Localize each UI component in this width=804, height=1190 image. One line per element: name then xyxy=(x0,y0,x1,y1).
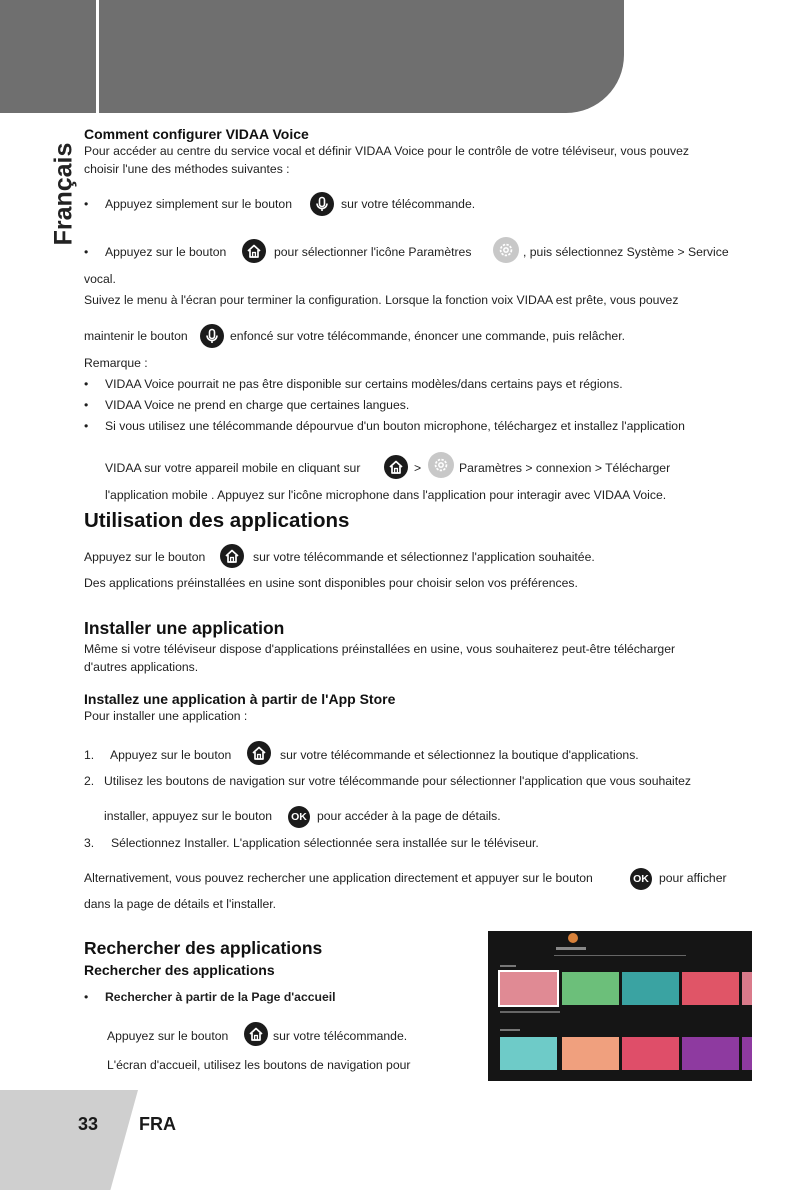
install-sub-intro: Pour installer une application : xyxy=(84,709,248,723)
apps-section-title: Utilisation des applications xyxy=(84,509,350,532)
vidaa-follow-line2-a: maintenir le bouton xyxy=(84,329,188,343)
step3-text: Sélectionnez Installer. L'application sélectionnée sera installée sur le téléviseur. xyxy=(111,836,539,850)
step1-text-a: Appuyez sur le bouton xyxy=(110,748,232,762)
apps-para2: Des applications préinstallées en usine sont disponibles pour choisir selon vos préférences. xyxy=(84,576,578,590)
settings-gear-icon xyxy=(493,237,519,263)
step2-text-b: installer, appuyez sur le bouton xyxy=(104,809,273,823)
header-block-left xyxy=(0,0,96,113)
step-number: 1. xyxy=(84,748,95,762)
home-icon xyxy=(384,455,408,479)
header-block-main xyxy=(99,0,624,113)
row-label-bar xyxy=(500,1011,560,1013)
vidaa-follow-line1: Suivez le menu à l'écran pour terminer la configuration. Lorsque la fonction voix VIDAA est prête, vous pouvez xyxy=(84,293,679,307)
language-side-label: Français xyxy=(49,142,78,246)
note-label: Remarque : xyxy=(84,356,148,370)
search-subsection-title: Rechercher des applications xyxy=(84,962,275,978)
step1-text-b: sur votre télécommande et sélectionnez la boutique d'applications. xyxy=(280,748,639,762)
ok-button-icon: OK xyxy=(288,806,310,828)
bullet-marker: • xyxy=(84,398,89,412)
app-tile xyxy=(742,972,752,1005)
note-item-3-line2-a: VIDAA sur votre appareil mobile en cliquant sur xyxy=(105,461,361,475)
app-tile xyxy=(500,972,557,1005)
step2-text-c: pour accéder à la page de détails. xyxy=(317,809,501,823)
search-para1-a: Appuyez sur le bouton xyxy=(107,1029,229,1043)
search-bullet: Rechercher à partir de la Page d'accueil xyxy=(105,990,336,1004)
home-icon xyxy=(242,239,266,263)
footer-page-tab xyxy=(0,1090,138,1190)
app-tile xyxy=(500,1037,557,1070)
app-tile xyxy=(682,1037,739,1070)
vidaa-bullet2-text-d: vocal. xyxy=(84,272,116,286)
bullet-marker: • xyxy=(84,990,89,1004)
search-section-title: Rechercher des applications xyxy=(84,938,323,958)
app-tile xyxy=(622,1037,679,1070)
install-para1: Même si votre téléviseur dispose d'applications préinstallées en usine, vous souhaiterez peut-être télécharger xyxy=(84,642,676,656)
note-item-1: VIDAA Voice pourrait ne pas être disponible sur certains modèles/dans certains pays et régions. xyxy=(105,377,623,391)
vidaa-bullet2-text-a: Appuyez sur le bouton xyxy=(105,245,227,259)
row-label-bar xyxy=(500,1029,520,1031)
note-item-3-line3: l'application mobile . Appuyez sur l'icône microphone dans l'application pour interagir avec VIDAA Voice. xyxy=(105,488,667,502)
step-number: 2. xyxy=(84,774,95,788)
install-section-title: Installer une application xyxy=(84,618,285,638)
home-icon xyxy=(220,544,244,568)
search-bar-hint xyxy=(556,947,586,950)
bullet-marker: • xyxy=(84,245,89,259)
page-number: 33 xyxy=(78,1114,99,1134)
vidaa-bullet1-text-a: Appuyez simplement sur le bouton xyxy=(105,197,292,211)
install-subsection-title: Installez une application à partir de l'App Store xyxy=(84,691,396,707)
vidaa-bullet2-text-b: pour sélectionner l'icône Paramètres xyxy=(274,245,472,259)
vidaa-follow-line2-b: enfoncé sur votre télécommande, énoncer une commande, puis relâcher. xyxy=(230,329,625,343)
note-item-2: VIDAA Voice ne prend en charge que certaines langues. xyxy=(105,398,410,412)
tv-home-screenshot xyxy=(488,931,752,1081)
ok-button-icon: OK xyxy=(630,868,652,890)
vidaa-intro-line2: choisir l'une des méthodes suivantes : xyxy=(84,162,290,176)
note-item-3-line2-c: Paramètres > connexion > Télécharger xyxy=(459,461,671,475)
install-para2: d'autres applications. xyxy=(84,660,199,674)
app-tile xyxy=(562,1037,619,1070)
note-item-3: Si vous utilisez une télécommande dépourvue d'un bouton microphone, téléchargez et installez l'application xyxy=(105,419,685,433)
alternative-text-a: Alternativement, vous pouvez rechercher une application directement et appuyer sur le bouton xyxy=(84,871,593,885)
alternative-text-b: pour afficher xyxy=(659,871,727,885)
settings-gear-icon xyxy=(428,452,454,478)
app-tile xyxy=(682,972,739,1005)
bullet-marker: • xyxy=(84,197,89,211)
bullet-marker: • xyxy=(84,419,89,433)
row-label-bar xyxy=(500,965,516,967)
apps-para1-a: Appuyez sur le bouton xyxy=(84,550,206,564)
profile-avatar-icon xyxy=(568,933,578,943)
note-item-3-separator: > xyxy=(414,461,422,475)
home-icon xyxy=(247,741,271,765)
search-bar-underline xyxy=(554,955,686,956)
home-icon xyxy=(244,1022,268,1046)
microphone-icon xyxy=(200,324,224,348)
search-para1-b: sur votre télécommande. xyxy=(273,1029,408,1043)
app-tile xyxy=(742,1037,752,1070)
vidaa-bullet2-text-c: , puis sélectionnez Système > Service xyxy=(523,245,729,259)
app-tile xyxy=(622,972,679,1005)
app-tile xyxy=(562,972,619,1005)
alternative-text-c: dans la page de détails et l'installer. xyxy=(84,897,277,911)
vidaa-bullet1-text-b: sur votre télécommande. xyxy=(341,197,476,211)
bullet-marker: • xyxy=(84,377,89,391)
vidaa-intro-line1: Pour accéder au centre du service vocal et définir VIDAA Voice pour le contrôle de votre téléviseur, vous pouvez xyxy=(84,144,689,158)
apps-para1-b: sur votre télécommande et sélectionnez l'application souhaitée. xyxy=(253,550,595,564)
step-number: 3. xyxy=(84,836,95,850)
microphone-icon xyxy=(310,192,334,216)
step2-text-a: Utilisez les boutons de navigation sur votre télécommande pour sélectionner l'application que vous souhaitez xyxy=(104,774,691,788)
language-code: FRA xyxy=(139,1114,176,1134)
vidaa-voice-title: Comment configurer VIDAA Voice xyxy=(84,126,309,142)
search-para2: L'écran d'accueil, utilisez les boutons de navigation pour xyxy=(107,1058,411,1072)
